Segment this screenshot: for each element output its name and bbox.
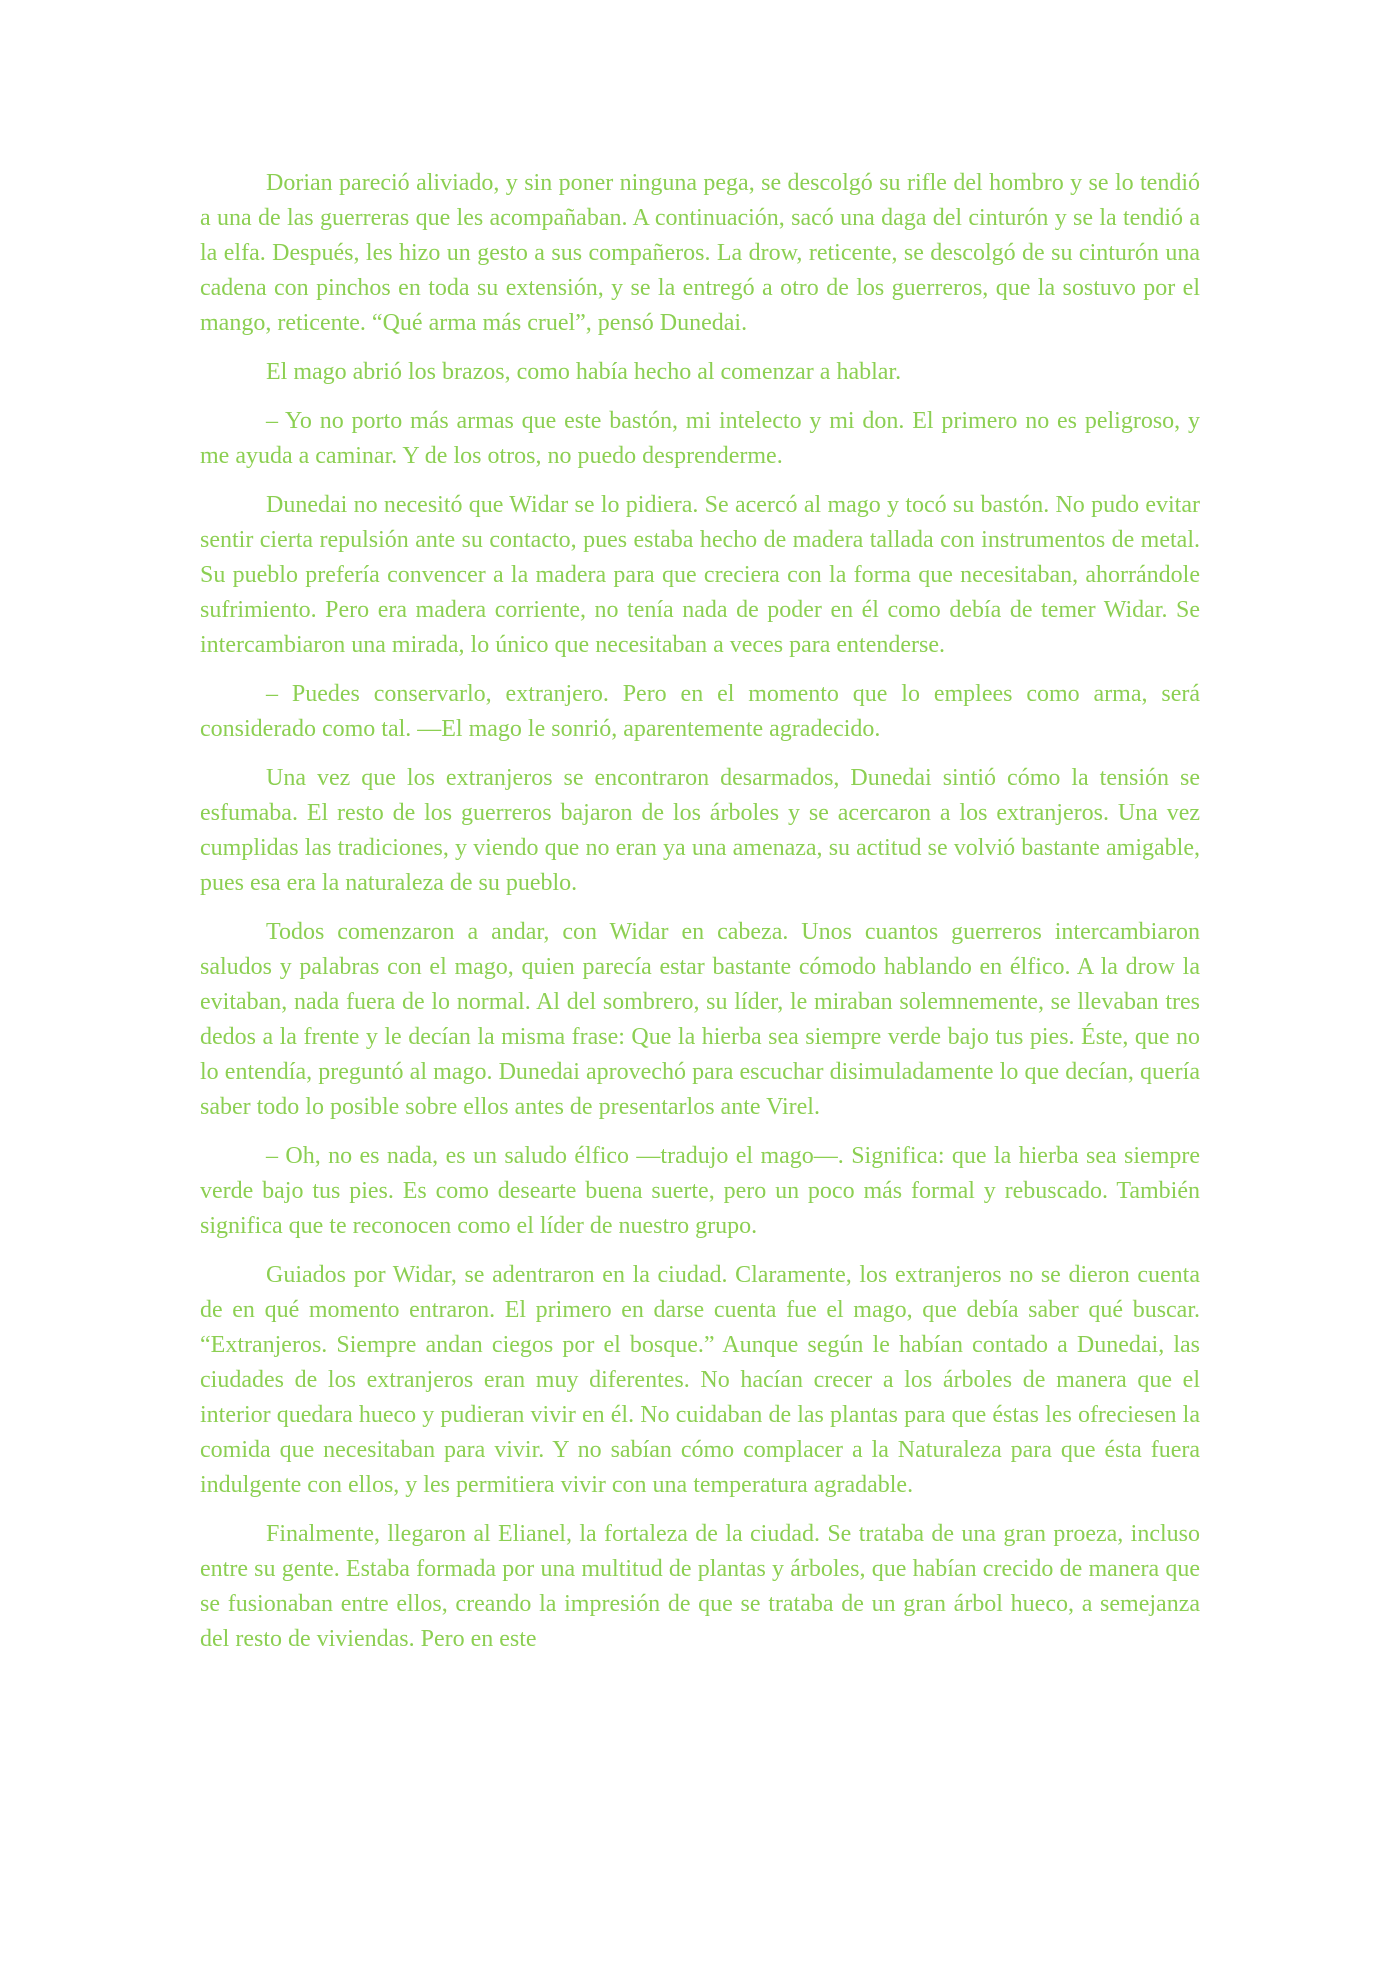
paragraph: Todos comenzaron a andar, con Widar en cabeza. Unos cuantos guerreros intercambiaron saludos y palabras con el mago, quien parecía estar bastante cómodo hablando en élfico. A la drow la evitaban, nada fuera de lo normal. Al del sombrero, su líder, le miraban solemnemente, se llevaban tres dedos a la frente y le decían la misma frase: Que la hierba sea siempre verde bajo tus pies. Éste, que no lo entendía, preguntó al mago. Dunedai aprovechó para escuchar disimuladamente lo que decían, quería saber todo lo posible sobre ellos antes de presentarlos ante Virel. bbox=[200, 919, 1200, 1120]
paragraph: Finalmente, llegaron al Elianel, la fortaleza de la ciudad. Se trataba de una gran proeza, incluso entre su gente. Estaba formada por una multitud de plantas y árboles, que habían crecido de manera que se fusionaban entre ellos, creando la impresión de que se trataba de un gran árbol hueco, a semejanza del resto de viviendas. Pero en este bbox=[200, 1521, 1200, 1652]
paragraph: Guiados por Widar, se adentraron en la ciudad. Claramente, los extranjeros no se dieron cuenta de en qué momento entraron. El primero en darse cuenta fue el mago, que debía saber qué buscar. “Extranjeros. Siempre andan ciegos por el bosque.” Aunque según le habían contado a Dunedai, las ciudades de los extranjeros eran muy diferentes. No hacían crecer a los árboles de manera que el interior quedara hueco y pudieran vivir en él. No cuidaban de las plantas para que éstas les ofreciesen la comida que necesitaban para vivir. Y no sabían cómo complacer a la Naturaleza para que ésta fuera indulgente con ellos, y les permitiera vivir con una temperatura agradable. bbox=[200, 1262, 1200, 1498]
paragraph: – Puedes conservarlo, extranjero. Pero en el momento que lo emplees como arma, será considerado como tal. —El mago le sonrió, aparentemente agradecido. bbox=[200, 681, 1200, 742]
paragraph: – Yo no porto más armas que este bastón, mi intelecto y mi don. El primero no es peligroso, y me ayuda a caminar. Y de los otros, no puedo desprenderme. bbox=[200, 408, 1200, 469]
paragraph: Dorian pareció aliviado, y sin poner ninguna pega, se descolgó su rifle del hombro y se lo tendió a una de las guerreras que les acompañaban. A continuación, sacó una daga del cinturón y se la tendió a la elfa. Después, les hizo un gesto a sus compañeros. La drow, reticente, se descolgó de su cinturón una cadena con pinchos en toda su extensión, y se la entregó a otro de los guerreros, que la sostuvo por el mango, reticente. “Qué arma más cruel”, pensó Dunedai. bbox=[200, 170, 1200, 336]
page-body bbox=[200, 166, 1200, 1657]
paragraph: – Oh, no es nada, es un saludo élfico —tradujo el mago—. Significa: que la hierba sea siempre verde bajo tus pies. Es como desearte buena suerte, pero un poco más formal y rebuscado. También significa que te reconocen como el líder de nuestro grupo. bbox=[200, 1143, 1200, 1239]
paragraph: Una vez que los extranjeros se encontraron desarmados, Dunedai sintió cómo la tensión se esfumaba. El resto de los guerreros bajaron de los árboles y se acercaron a los extranjeros. Una vez cumplidas las tradiciones, y viendo que no eran ya una amenaza, su actitud se volvió bastante amigable, pues esa era la naturaleza de su pueblo. bbox=[200, 765, 1200, 896]
paragraph: Dunedai no necesitó que Widar se lo pidiera. Se acercó al mago y tocó su bastón. No pudo evitar sentir cierta repulsión ante su contacto, pues estaba hecho de madera tallada con instrumentos de metal. Su pueblo prefería convencer a la madera para que creciera con la forma que necesitaban, ahorrándole sufrimiento. Pero era madera corriente, no tenía nada de poder en él como debía de temer Widar. Se intercambiaron una mirada, lo único que necesitaban a veces para entenderse. bbox=[200, 492, 1200, 658]
paragraph: El mago abrió los brazos, como había hecho al comenzar a hablar. bbox=[266, 359, 902, 385]
